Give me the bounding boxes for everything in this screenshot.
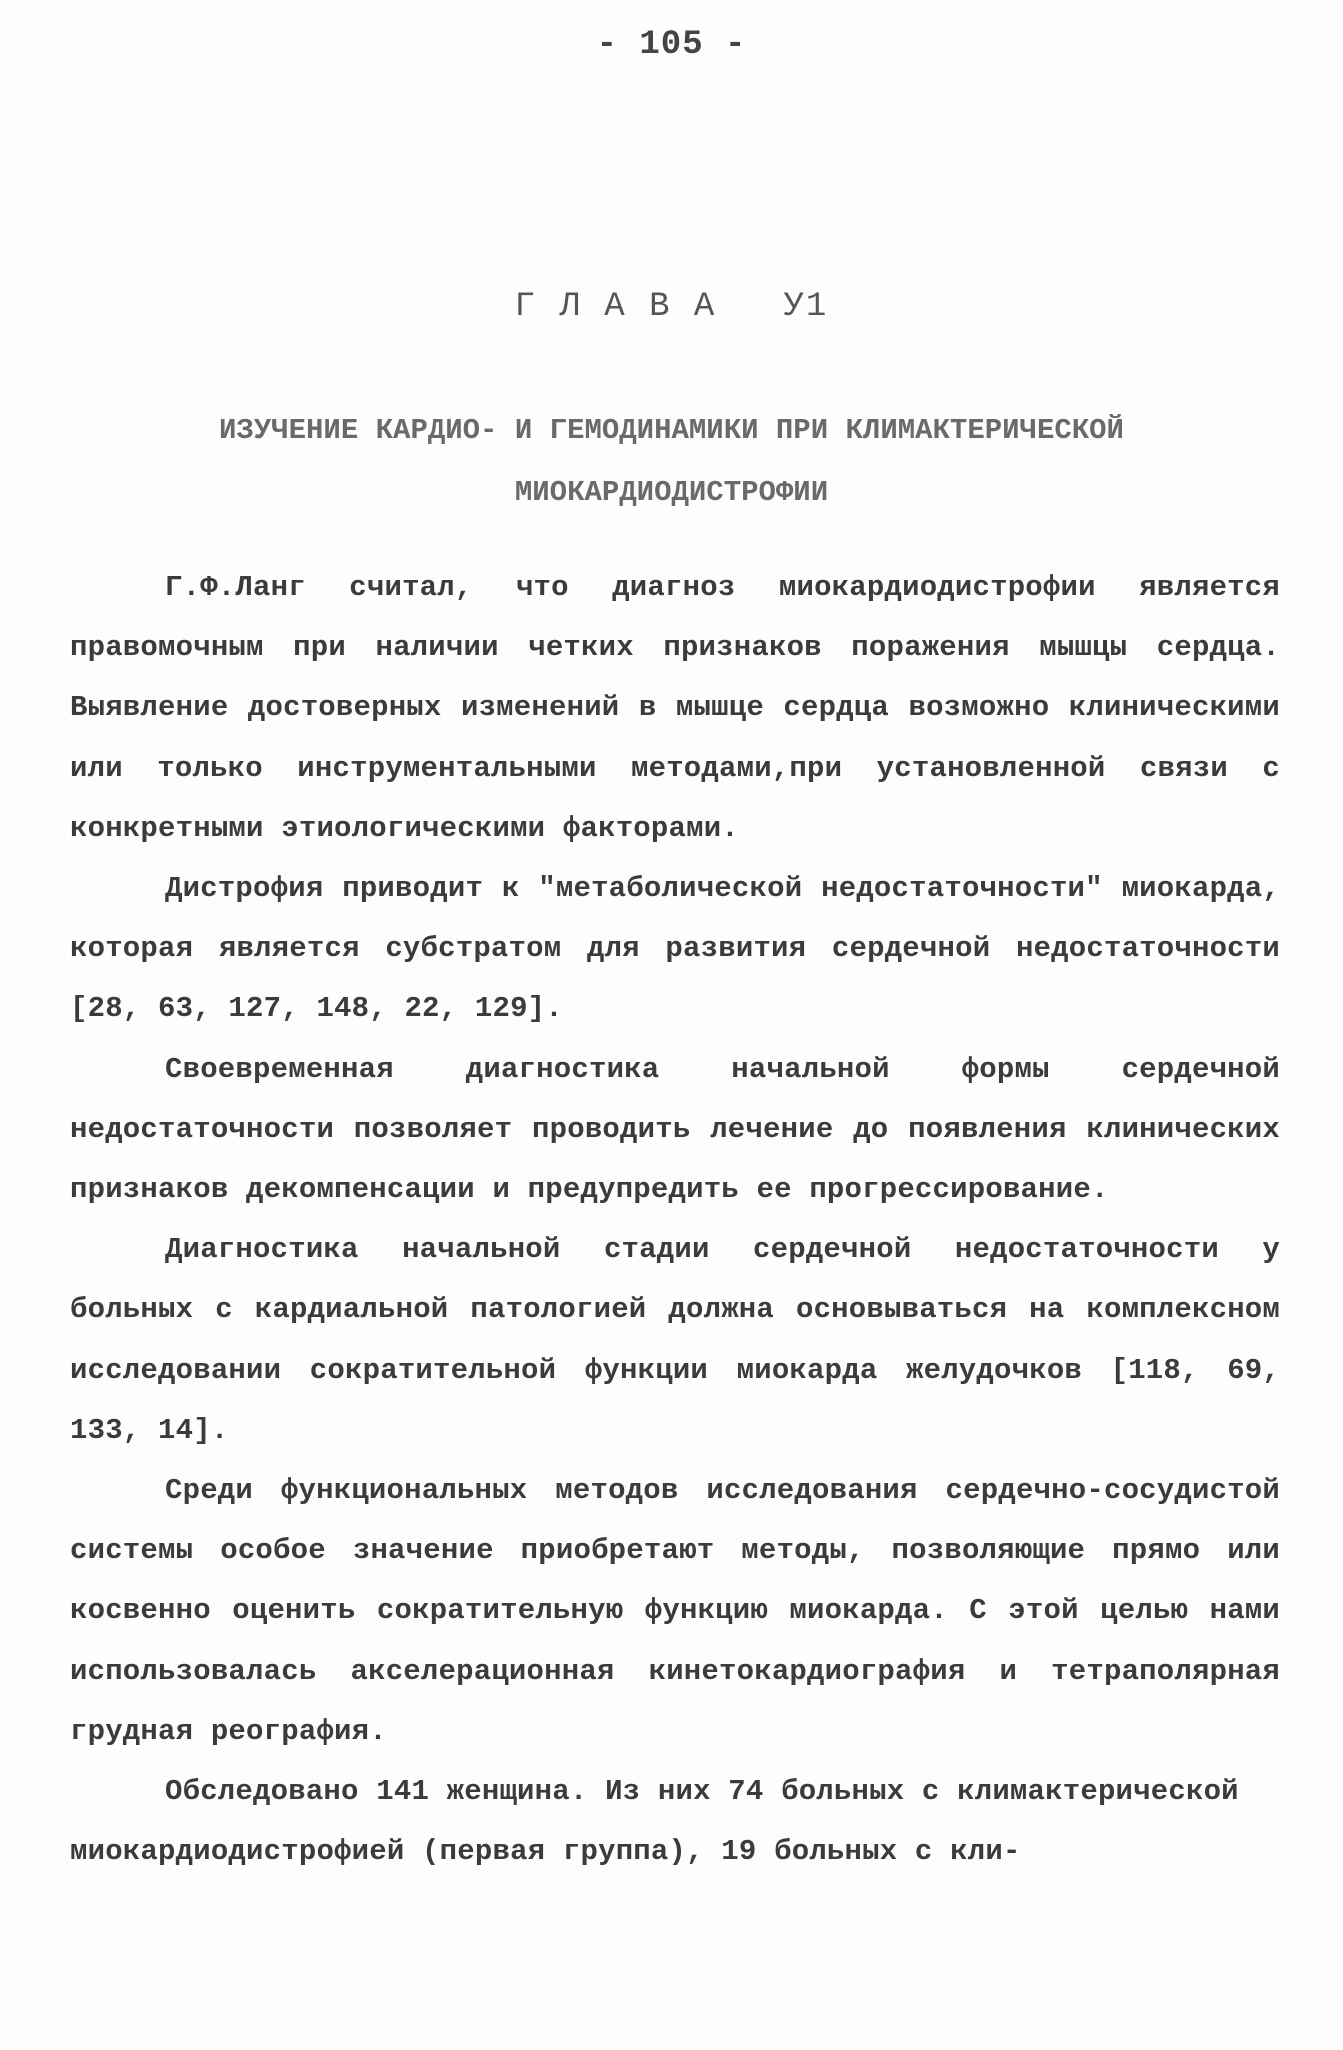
- body-text: [70, 558, 1280, 1882]
- page-number: - 105 -: [596, 26, 747, 64]
- paragraph: Диагностика начальной стадии сердечной недостаточности у больных с кардиальной патологией должна основываться на комплексном исследовании сократительной функции миокарда желудочков [118, 69, 133, 14].: [70, 1233, 1280, 1447]
- paragraph: Дистрофия приводит к "метаболической недостаточности" миокарда, которая является субстратом для развития сердечной недостаточности [28, 63, 127, 148, 22, 129].: [70, 872, 1280, 1026]
- paragraph: Г.Ф.Ланг считал, что диагноз миокардиодистрофии является правомочным при наличии четких признаков поражения мышцы сердца. Выявление достоверных изменений в мышце сердца возможно клиническими или только инструментальными методами,при установленной связи с конкретными этиологическими факторами.: [70, 571, 1280, 845]
- chapter-heading: ИЗУЧЕНИЕ КАРДИО- И ГЕМОДИНАМИКИ ПРИ КЛИМАКТЕРИЧЕСКОЙ МИОКАРДИОДИСТРОФИИ: [219, 414, 1124, 509]
- paragraph: Своевременная диагностика начальной формы сердечной недостаточности позволяет проводить лечение до появления клинических признаков декомпенсации и предупредить ее прогрессирование.: [70, 1052, 1280, 1207]
- paragraph: Среди функциональных методов исследования сердечно-сосудистой системы особое значение приобретают методы, позволяющие прямо или косвенно оценить сократительную функцию миокарда. С этой целью нами использовалась акселерационная кинетокардиография и тетраполярная грудная реография.: [70, 1474, 1280, 1748]
- chapter-title: Г Л А В А У1: [514, 288, 829, 326]
- paragraph: Обследовано 141 женщина. Из них 74 больных с климактерической миокардиодистрофией (первая группа), 19 больных с кли-: [70, 1775, 1239, 1869]
